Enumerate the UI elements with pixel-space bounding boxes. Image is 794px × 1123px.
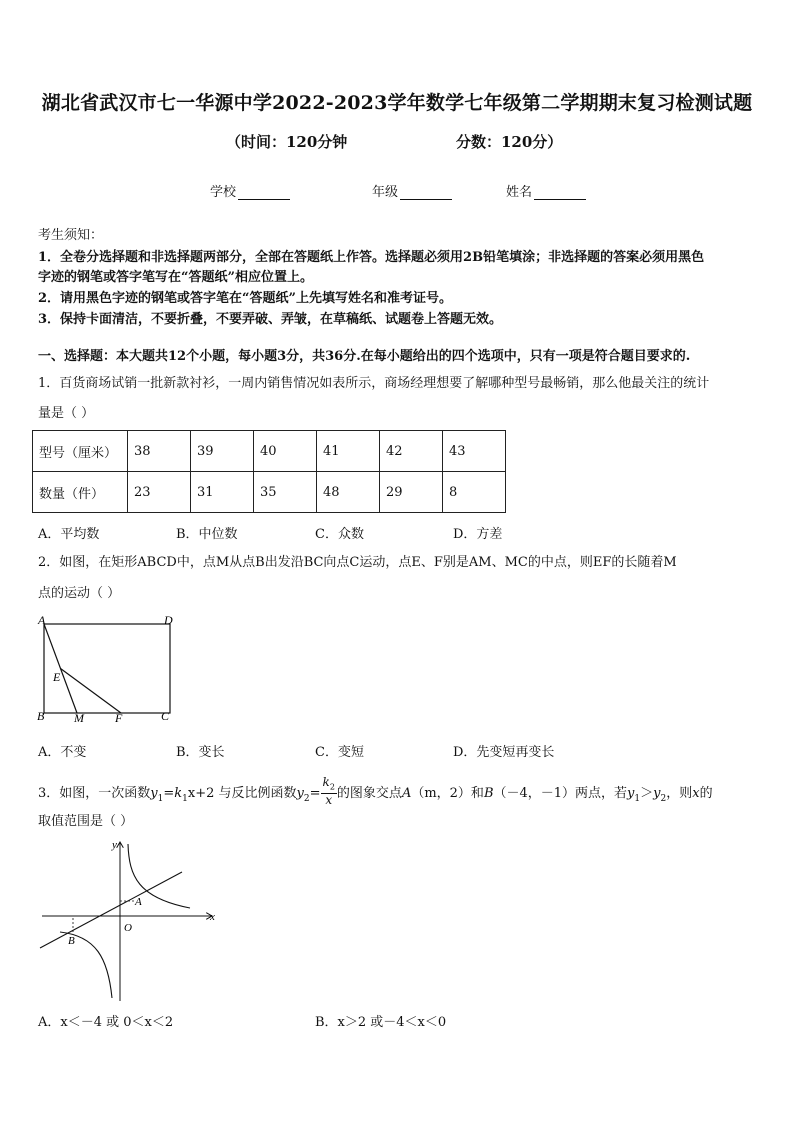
name-blank[interactable] [534,186,586,200]
table-cell: 42 [380,431,443,472]
label-m: M [74,711,84,725]
label-e: E [53,670,61,684]
q3-text: ＞ [640,786,654,802]
table-cell: 31 [191,472,254,513]
q3-text: y [150,786,158,802]
exam-title: 湖北省武汉市七一华源中学2022-2023学年数学七年级第二学期期末复习检测试题 [41,92,753,114]
table-cell: 29 [380,472,443,513]
table-cell: 38 [128,431,191,472]
q1-option-c[interactable]: C．众数 [315,527,364,542]
q3-function-graph [30,836,226,1004]
grade-field[interactable] [372,181,452,200]
q3-text: （－4，－1）两点，若 [493,786,628,802]
q3-option-b[interactable]: B．x＞2 或－4＜x＜0 [315,1015,447,1030]
q3-text: x+2 与反比例函数 [187,786,297,802]
label-a: A [38,613,46,627]
q3-text: 1 [182,793,188,804]
notes-heading: 考生须知： [38,228,104,243]
q3-text: k [322,775,330,789]
segment-ef [61,669,122,714]
y-axis-label: y [112,839,117,851]
label-b: B [37,709,45,723]
label-f: F [115,711,123,725]
q3-text: 1 [157,793,164,804]
table-cell: 型号（厘米） [33,431,128,472]
q3-fraction [321,776,337,807]
table-cell: 数量（件） [33,472,128,513]
q3-text: k [174,786,183,802]
q3-text: 3．如图，一次函数 [38,786,151,802]
origin-label: O [124,922,132,934]
q3-text: 的 [699,786,713,802]
q2-option-b[interactable]: B．变长 [176,745,225,760]
q2-rectangle-figure [30,610,190,728]
table-cell: 35 [254,472,317,513]
table-row [33,431,506,472]
q1-option-a[interactable]: A．平均数 [38,527,100,542]
q3-line1 [38,775,713,809]
grade-label: 年级 [372,185,399,200]
q3-text: x [325,793,333,808]
school-field[interactable] [210,181,290,200]
point-a-label: A [135,896,142,908]
name-label: 姓名 [506,185,533,200]
q3-text: 1 [634,793,641,804]
school-blank[interactable] [238,186,290,200]
note-3: 3．保持卡面清洁，不要折叠，不要弄破、弄皱，在草稿纸、试题卷上答题无效。 [38,312,503,327]
section-1-heading: 一、选择题：本大题共12个小题，每小题3分，共36分.在每小题给出的四个选项中，只有一项是符合题目要求的. [38,349,691,364]
q3-option-a[interactable]: A．x＜－4 或 0＜x＜2 [38,1015,174,1030]
table-cell: 41 [317,431,380,472]
q3-fraction-num [321,776,337,794]
table-cell: 39 [191,431,254,472]
q3-text: = [163,786,175,802]
table-cell: 23 [128,472,191,513]
table-cell: 8 [443,472,506,513]
grade-blank[interactable] [400,186,452,200]
q3-text: （m，2）和 [411,786,484,802]
label-d: D [164,613,173,627]
note-2: 2．请用黑色字迹的钢笔或答字笔在“答题纸”上先填写姓名和准考证号。 [38,291,453,306]
q1-line2: 量是（ ） [38,406,95,421]
q1-option-d[interactable]: D．方差 [453,527,503,542]
q3-text: B [483,786,494,802]
q3-line2: 取值范围是（ ） [38,814,134,829]
q3-text: y [296,786,304,802]
q3-text: 的图象交点 [336,786,402,802]
q3-text: 2 [329,782,335,792]
q2-option-a[interactable]: A．不变 [38,745,87,760]
q3-text: = [309,786,321,802]
table-cell: 43 [443,431,506,472]
q2-line1: 2．如图，在矩形ABCD中，点M从点B出发沿BC向点C运动，点E、F别是AM、MC的中点，则EF的长随着M [38,555,677,570]
x-axis-label: x [210,911,215,923]
table-cell: 40 [254,431,317,472]
q3-text: y [653,786,661,802]
q2-line2: 点的运动（ ） [38,586,121,601]
table-row [33,472,506,513]
q3-text: y [627,786,635,802]
q1-line1: 1．百货商场试销一批新款衬衫，一周内销售情况如表所示，商场经理想要了解哪种型号最畅销，那么他最关注的统计 [38,376,710,391]
q3-text: ，则 [666,786,693,802]
q3-text: 2 [660,793,667,804]
label-c: C [161,709,170,723]
q1-size-table [32,430,506,513]
school-label: 学校 [210,185,237,200]
q3-text: x [692,786,700,802]
q2-option-d[interactable]: D．先变短再变长 [453,745,555,760]
name-field[interactable] [506,181,586,200]
q3-text: 2 [303,793,310,804]
q1-option-b[interactable]: B．中位数 [176,527,238,542]
note-1a: 1．全卷分选择题和非选择题两部分，全部在答题纸上作答。选择题必须用2B铅笔填涂；非选择题的答案必须用黑色 [38,250,705,265]
score-label: 分数：120分） [456,133,563,151]
rectangle-abcd [44,624,170,713]
q3-text: A [401,786,412,802]
note-1b: 字迹的钢笔或答字笔写在“答题纸”相应位置上。 [38,270,313,285]
line-y1 [40,872,182,948]
q2-option-c[interactable]: C．变短 [315,745,364,760]
table-cell: 48 [317,472,380,513]
point-b-label: B [68,935,75,947]
time-label: （时间：120分钟 [226,133,348,151]
